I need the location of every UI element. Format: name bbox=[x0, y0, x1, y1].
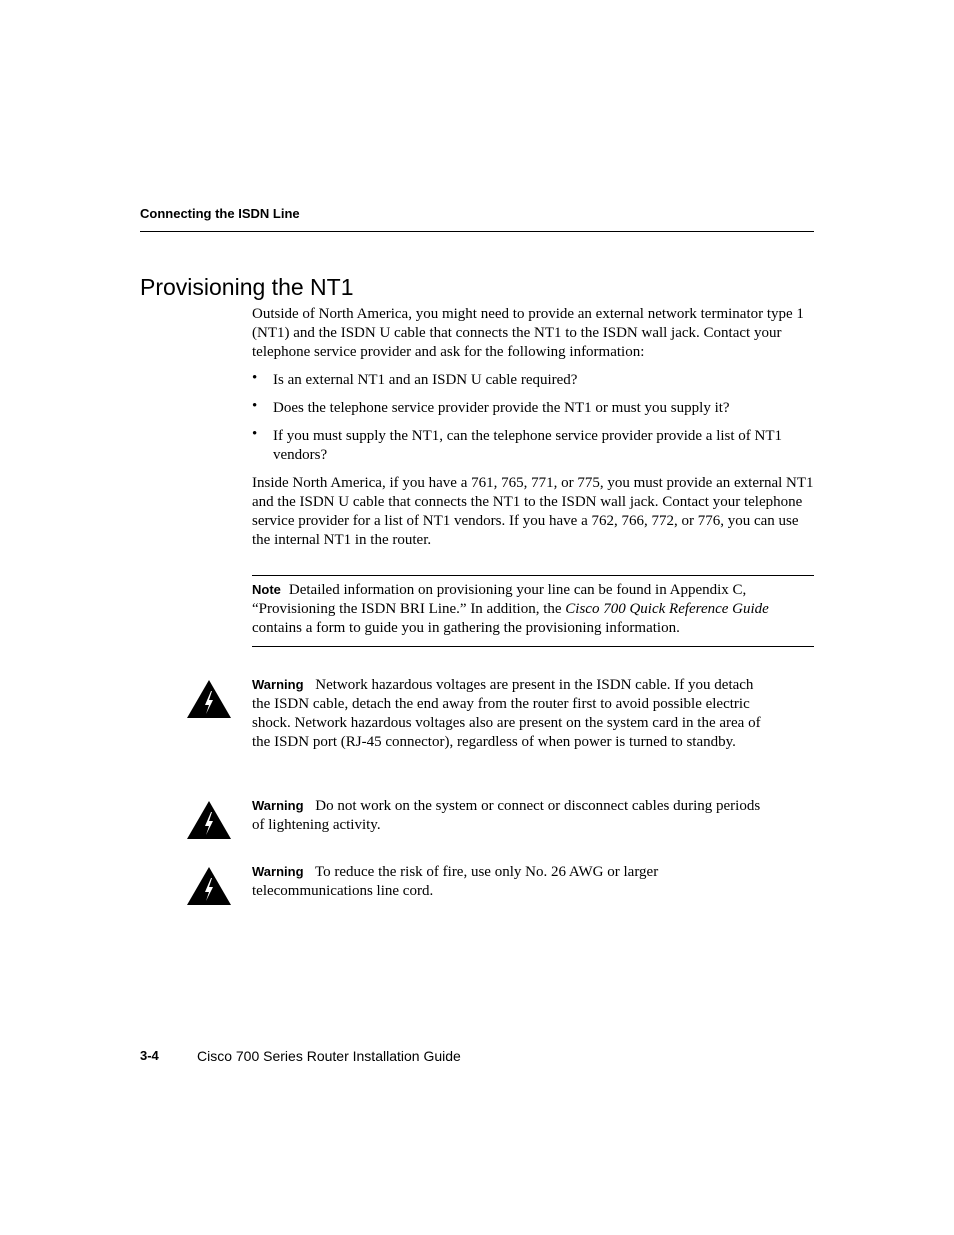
header-rule bbox=[140, 231, 814, 232]
note bbox=[252, 580, 814, 638]
list-item: • If you must supply the NT1, can the telephone service provider provide a list of NT1 vendors? bbox=[252, 426, 783, 463]
inside-north-america-paragraph: Inside North America, if you have a 761, 765, 771, or 775, you must provide an external NT1 and the ISDN U cable that connects the NT1 to the ISDN wall jack. Contact your telephone service provider for a list of NT1 vendors. If you have a 762, 766, 772, or 776, you can use the internal NT1 in the router. bbox=[252, 475, 814, 548]
warning-label: Warning bbox=[252, 798, 304, 813]
bullet-icon: • bbox=[252, 426, 258, 442]
footer-page-number: 3-4 bbox=[140, 1048, 159, 1063]
running-header: Connecting the ISDN Line bbox=[140, 206, 300, 221]
bullet-icon: • bbox=[252, 398, 258, 414]
warning-text: Network hazardous voltages are present in the ISDN cable. If you detach the ISDN cable, detach the end away from the router first to avoid possible electric shock. Network hazardous voltages also are present on the system card in the area of the ISDN port (RJ-45 connector), regardless of when power is turned to standby. bbox=[252, 677, 761, 750]
warning-label: Warning bbox=[252, 864, 304, 879]
warning-1 bbox=[252, 675, 762, 752]
warning-icon bbox=[186, 800, 232, 840]
section-title: Provisioning the NT1 bbox=[140, 274, 354, 300]
note-label: Note bbox=[252, 582, 281, 597]
bullet-icon: • bbox=[252, 370, 258, 386]
requirements-list bbox=[252, 371, 814, 474]
warning-3 bbox=[252, 862, 762, 901]
warning-icon bbox=[186, 679, 232, 719]
warning-text: To reduce the risk of fire, use only No. 26 AWG or larger telecommunications line cord. bbox=[252, 864, 659, 899]
list-item: • Is an external NT1 and an ISDN U cable required? bbox=[252, 370, 578, 388]
note-rule-bottom bbox=[252, 646, 814, 647]
warning-icon bbox=[186, 866, 232, 906]
footer-book-title: Cisco 700 Series Router Installation Guide bbox=[197, 1048, 461, 1064]
warning-text: Do not work on the system or connect or disconnect cables during periods of lightening activity. bbox=[252, 798, 761, 833]
list-item: • Does the telephone service provider provide the NT1 or must you supply it? bbox=[252, 398, 730, 416]
note-text-after: contains a form to guide you in gathering the provisioning information. bbox=[252, 620, 680, 636]
note-rule-top bbox=[252, 575, 814, 576]
warning-2 bbox=[252, 796, 762, 835]
note-guide-title: Cisco 700 Quick Reference Guide bbox=[565, 601, 769, 617]
intro-paragraph: Outside of North America, you might need to provide an external network terminator type 1 (NT1) and the ISDN U cable that connects the NT1 to the ISDN wall jack. Contact your telephone service provider and ask for the following information: bbox=[252, 306, 804, 360]
note-text-before: Detailed information on provisioning your line can be found in Appendix C, “Provisioning the ISDN BRI Line.” In addition, the bbox=[252, 582, 747, 617]
warning-label: Warning bbox=[252, 677, 304, 692]
